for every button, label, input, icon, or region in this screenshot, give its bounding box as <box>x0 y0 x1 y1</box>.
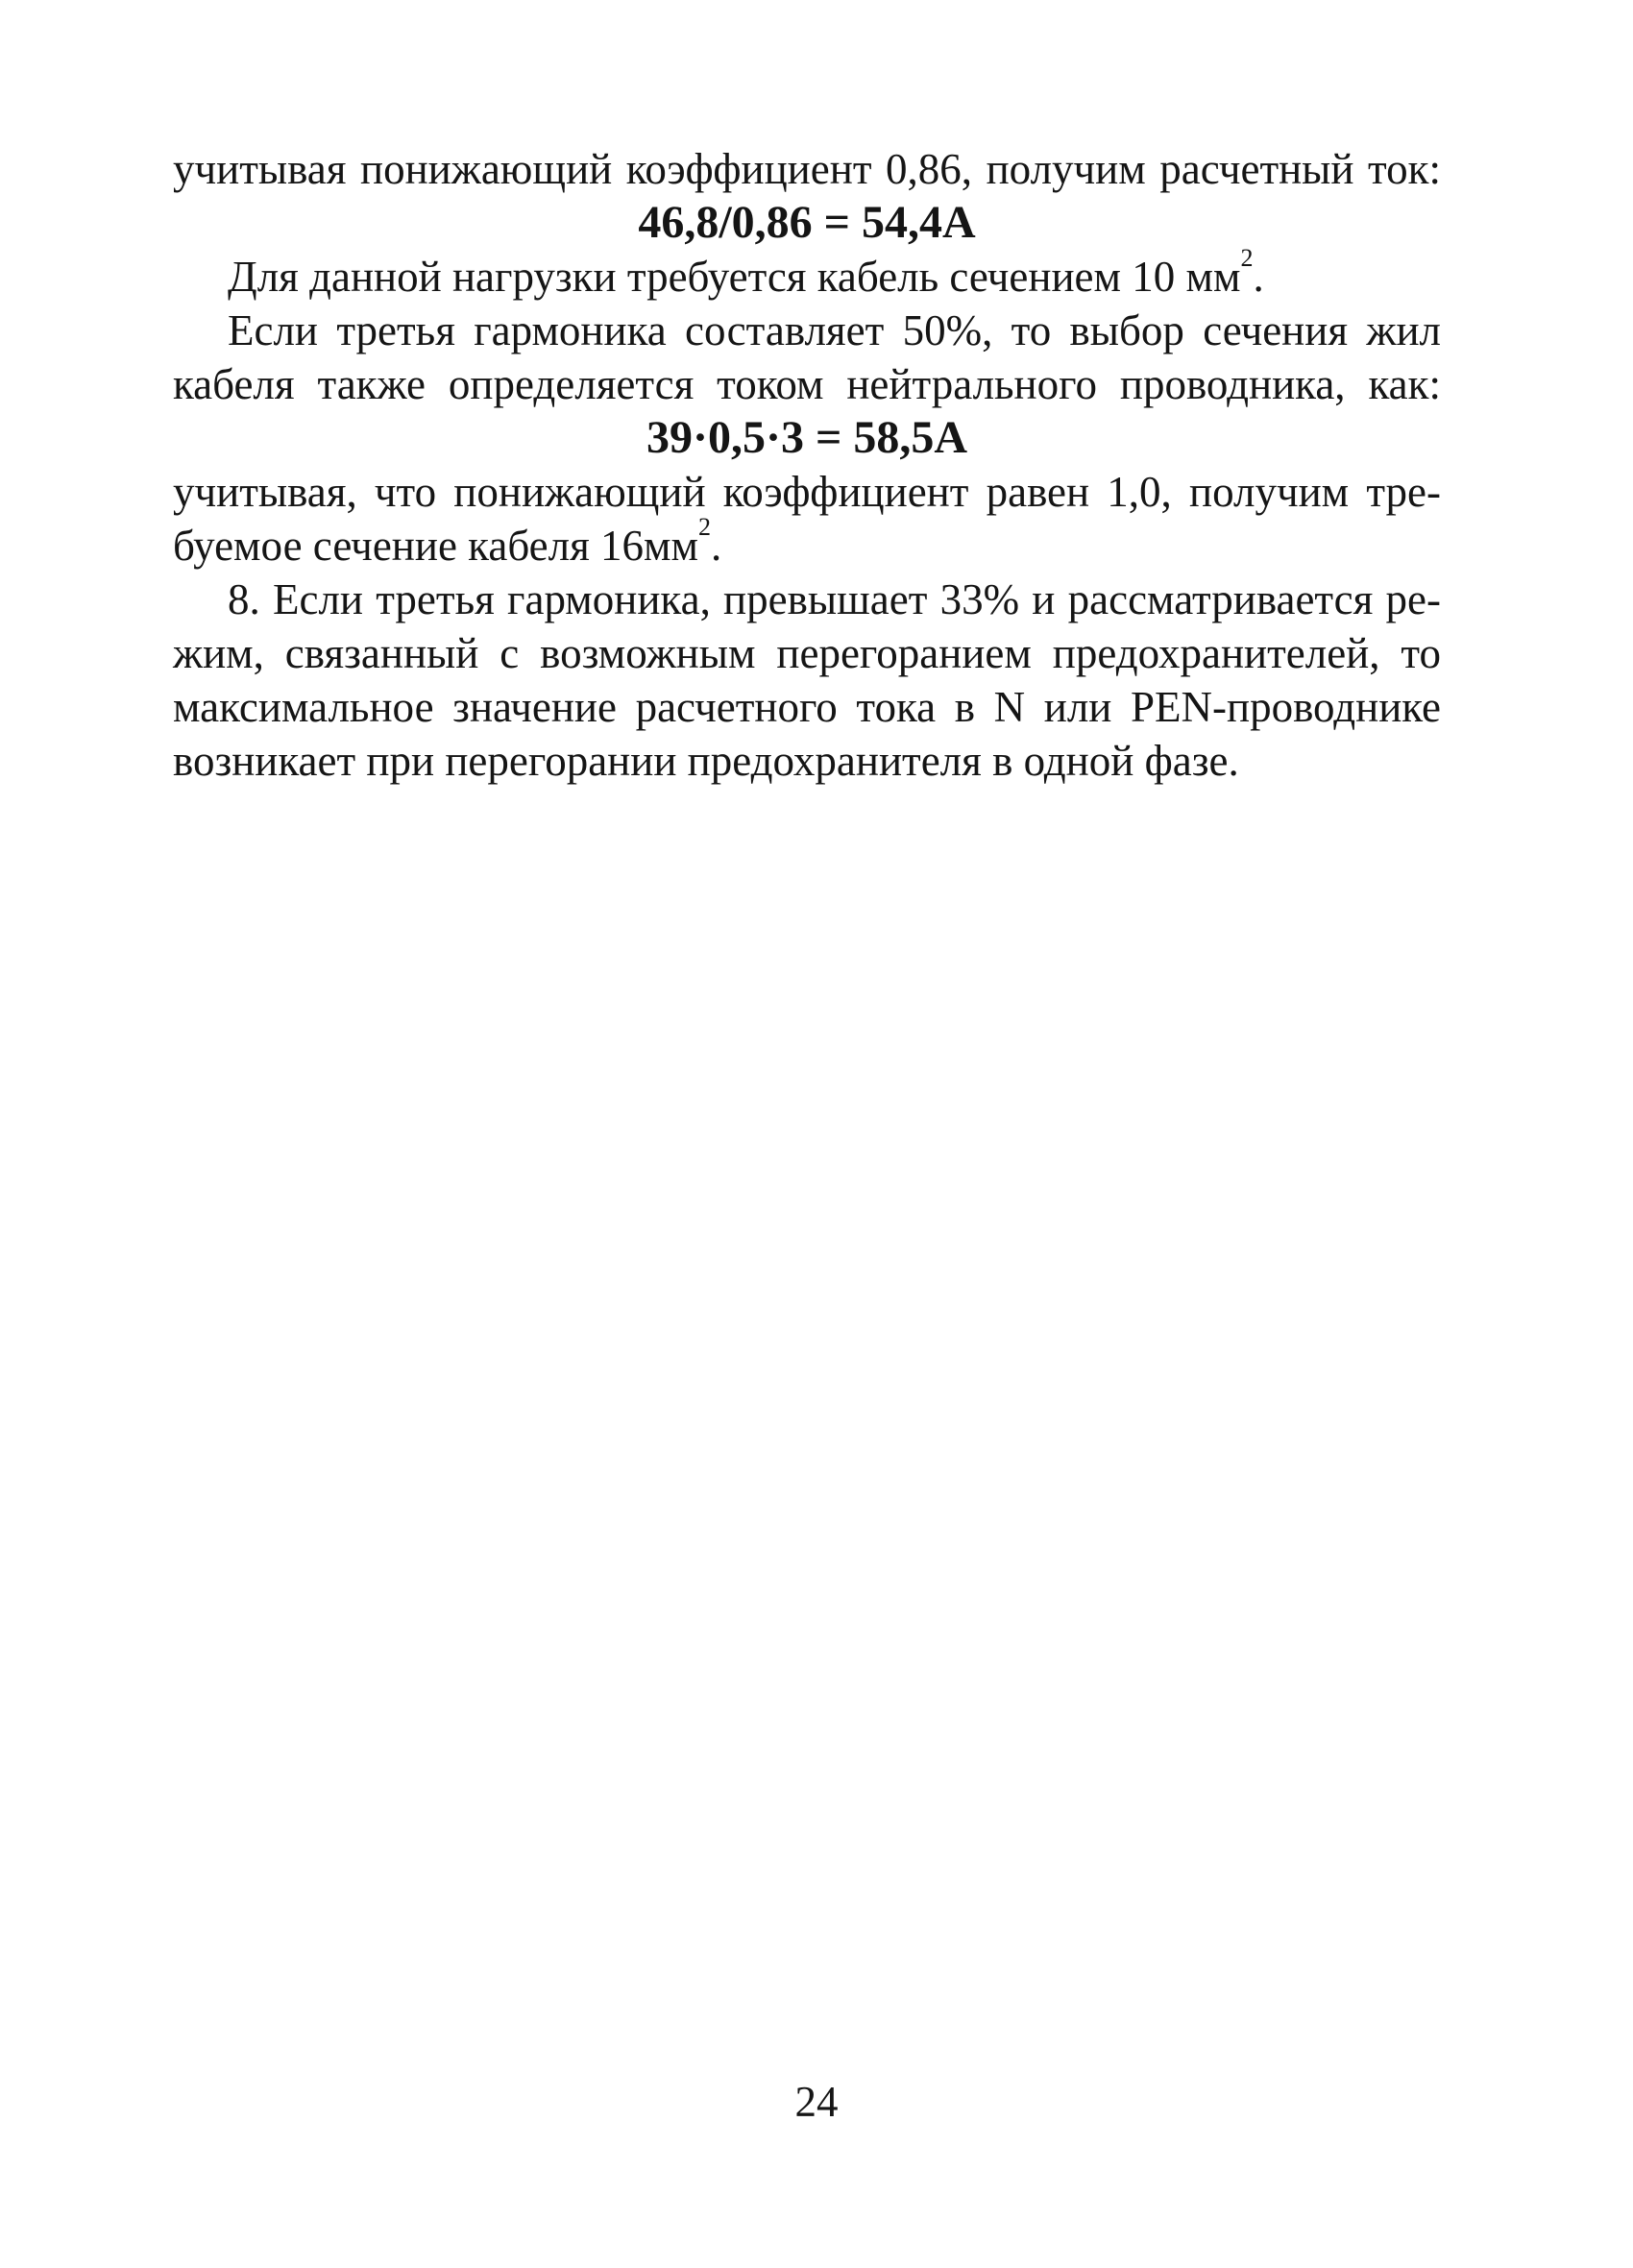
paragraph-line: 8. Если третья гармоника, превышает 33% и рассматривается ре- <box>228 575 1441 623</box>
formula-current-calculation: 46,8/0,86 = 54,4А <box>638 197 976 248</box>
superscript: 2 <box>697 513 711 541</box>
paragraph-punctuation: . <box>710 522 722 570</box>
paragraph-line: учитывая, что понижающий коэффициент равен 1,0, получим тре- <box>173 468 1441 516</box>
superscript: 2 <box>1240 244 1254 272</box>
paragraph-line: возникает при перегорании предохранителя в одной фазе. <box>173 737 1239 785</box>
paragraph-cable-section <box>173 244 1441 304</box>
body-text <box>173 142 1441 788</box>
paragraph-required-section <box>173 513 1441 573</box>
paragraph-punctuation: . <box>1253 253 1264 301</box>
paragraph-text: буемое сечение кабеля 16мм <box>173 522 698 570</box>
paragraph-line: Если третья гармоника составляет 50%, то выбор сечения жил <box>228 306 1441 354</box>
page-number: 24 <box>794 2078 839 2126</box>
paragraph-text: Для данной нагрузки требуется кабель сечением 10 мм <box>228 253 1241 301</box>
formula-neutral-current: 39·0,5·3 = 58,5А <box>646 412 968 463</box>
paragraph-line: жим, связанный с возможным перегоранием предохранителей, то <box>173 629 1441 677</box>
paragraph-line: учитывая понижающий коэффициент 0,86, получим расчетный ток: <box>173 145 1441 193</box>
paragraph-line: максимальное значение расчетного тока в N или PEN-проводнике <box>173 683 1441 731</box>
paragraph-line: кабеля также определяется током нейтрального проводника, как: <box>173 360 1441 408</box>
